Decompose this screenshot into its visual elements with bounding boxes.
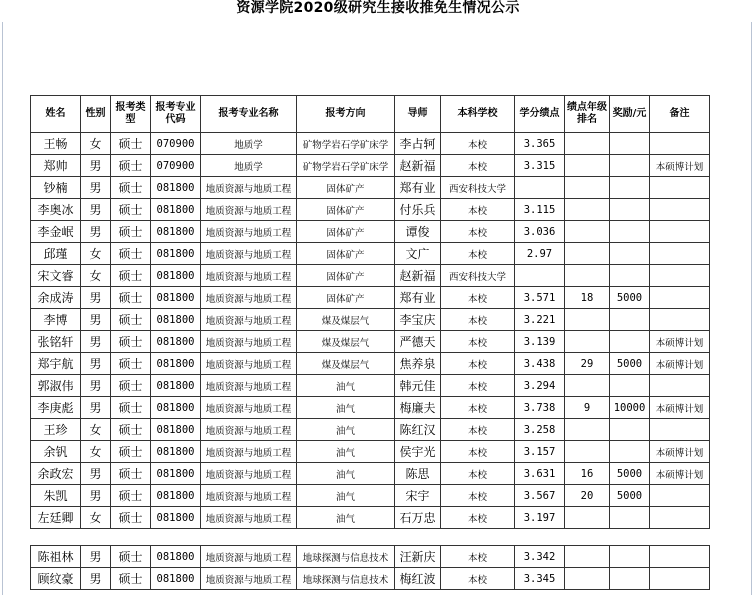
- page-title: 资源学院2020级研究生接收推免生情况公示: [236, 0, 520, 16]
- cell-remark: [650, 485, 710, 507]
- cell-gpa-rank: [565, 507, 610, 529]
- cell-apply-type: 硕士: [111, 287, 151, 309]
- cell-gpa: 3.197: [515, 507, 565, 529]
- cell-direction: 固体矿产: [297, 265, 395, 287]
- admission-table-continued: [30, 545, 710, 590]
- cell-gpa: 3.221: [515, 309, 565, 331]
- cell-name: 宋文睿: [31, 265, 81, 287]
- cell-name: 余成涛: [31, 287, 81, 309]
- cell-apply-type: 硕士: [111, 353, 151, 375]
- table-row: [31, 155, 710, 177]
- cell-apply-type: 硕士: [111, 441, 151, 463]
- table-row: [31, 463, 710, 485]
- cell-major-code: 081800: [151, 177, 201, 199]
- cell-gpa: 3.036: [515, 221, 565, 243]
- cell-apply-type: 硕士: [111, 375, 151, 397]
- frame-right-border: [751, 22, 752, 595]
- cell-major-name: 地质资源与地质工程: [201, 375, 297, 397]
- cell-direction: 固体矿产: [297, 221, 395, 243]
- cell-supervisor: 梅红波: [395, 568, 441, 590]
- cell-remark: [650, 309, 710, 331]
- cell-major-code: 081800: [151, 568, 201, 590]
- cell-undergrad-school: 本校: [441, 546, 515, 568]
- cell-direction: 油气: [297, 419, 395, 441]
- cell-supervisor: 赵新福: [395, 155, 441, 177]
- cell-name: 朱凯: [31, 485, 81, 507]
- cell-major-name: 地质资源与地质工程: [201, 353, 297, 375]
- cell-gpa-rank: 29: [565, 353, 610, 375]
- header-supervisor: 导师: [395, 96, 441, 133]
- cell-gpa: 3.294: [515, 375, 565, 397]
- cell-supervisor: 梅廉夫: [395, 397, 441, 419]
- cell-award: [610, 441, 650, 463]
- cell-gpa: [515, 177, 565, 199]
- cell-gpa: 3.157: [515, 441, 565, 463]
- cell-apply-type: 硕士: [111, 419, 151, 441]
- cell-remark: 本硕博计划: [650, 463, 710, 485]
- header-direction: 报考方向: [297, 96, 395, 133]
- cell-undergrad-school: 本校: [441, 353, 515, 375]
- table-row: [31, 375, 710, 397]
- cell-major-name: 地质资源与地质工程: [201, 243, 297, 265]
- table-row: [31, 199, 710, 221]
- cell-undergrad-school: 本校: [441, 441, 515, 463]
- cell-remark: [650, 507, 710, 529]
- cell-name: 王畅: [31, 133, 81, 155]
- table-row: [31, 568, 710, 590]
- cell-name: 郭淑伟: [31, 375, 81, 397]
- cell-apply-type: 硕士: [111, 133, 151, 155]
- cell-gpa: 3.365: [515, 133, 565, 155]
- cell-major-name: 地质资源与地质工程: [201, 309, 297, 331]
- cell-undergrad-school: 西安科技大学: [441, 265, 515, 287]
- cell-gender: 女: [81, 243, 111, 265]
- cell-supervisor: 李宝庆: [395, 309, 441, 331]
- cell-major-code: 070900: [151, 133, 201, 155]
- cell-major-name: 地质资源与地质工程: [201, 287, 297, 309]
- cell-gender: 男: [81, 331, 111, 353]
- cell-major-name: 地质资源与地质工程: [201, 331, 297, 353]
- cell-gpa: 3.258: [515, 419, 565, 441]
- cell-name: 郑宇航: [31, 353, 81, 375]
- cell-remark: [650, 243, 710, 265]
- cell-undergrad-school: 本校: [441, 568, 515, 590]
- table-row: [31, 353, 710, 375]
- cell-direction: 地球探测与信息技术: [297, 568, 395, 590]
- cell-remark: [650, 375, 710, 397]
- cell-apply-type: 硕士: [111, 265, 151, 287]
- table-header-row: [31, 96, 710, 133]
- cell-major-name: 地质资源与地质工程: [201, 419, 297, 441]
- header-apply-type: 报考类型: [111, 96, 151, 133]
- table-row: [31, 397, 710, 419]
- cell-apply-type: 硕士: [111, 243, 151, 265]
- cell-gpa: 3.571: [515, 287, 565, 309]
- cell-supervisor: 韩元佳: [395, 375, 441, 397]
- cell-major-name: 地质资源与地质工程: [201, 397, 297, 419]
- cell-major-code: 081800: [151, 375, 201, 397]
- cell-direction: 煤及煤层气: [297, 331, 395, 353]
- cell-gpa: [515, 265, 565, 287]
- cell-supervisor: 文广: [395, 243, 441, 265]
- cell-name: 王珍: [31, 419, 81, 441]
- cell-name: 李奥冰: [31, 199, 81, 221]
- cell-gender: 女: [81, 441, 111, 463]
- header-undergrad-school: 本科学校: [441, 96, 515, 133]
- cell-award: 10000: [610, 397, 650, 419]
- cell-supervisor: 严德天: [395, 331, 441, 353]
- header-gpa: 学分绩点: [515, 96, 565, 133]
- cell-gpa: 3.438: [515, 353, 565, 375]
- cell-gpa: 3.567: [515, 485, 565, 507]
- cell-direction: 固体矿产: [297, 177, 395, 199]
- cell-gpa-rank: [565, 441, 610, 463]
- cell-major-name: 地质资源与地质工程: [201, 265, 297, 287]
- cell-gpa: 3.342: [515, 546, 565, 568]
- cell-remark: [650, 133, 710, 155]
- cell-gpa-rank: 18: [565, 287, 610, 309]
- table-row: [31, 243, 710, 265]
- cell-gender: 男: [81, 397, 111, 419]
- cell-major-name: 地质资源与地质工程: [201, 485, 297, 507]
- cell-gender: 男: [81, 199, 111, 221]
- cell-remark: 本硕博计划: [650, 397, 710, 419]
- cell-gender: 男: [81, 485, 111, 507]
- cell-apply-type: 硕士: [111, 309, 151, 331]
- cell-gpa-rank: [565, 546, 610, 568]
- cell-major-code: 081800: [151, 507, 201, 529]
- cell-award: [610, 243, 650, 265]
- cell-direction: 固体矿产: [297, 199, 395, 221]
- cell-direction: 固体矿产: [297, 243, 395, 265]
- table-row: [31, 133, 710, 155]
- cell-undergrad-school: 本校: [441, 133, 515, 155]
- header-award: 奖励/元: [610, 96, 650, 133]
- cell-undergrad-school: 本校: [441, 463, 515, 485]
- cell-supervisor: 赵新福: [395, 265, 441, 287]
- cell-gpa: 2.97: [515, 243, 565, 265]
- cell-major-name: 地质资源与地质工程: [201, 177, 297, 199]
- cell-major-code: 081800: [151, 331, 201, 353]
- cell-remark: 本硕博计划: [650, 331, 710, 353]
- cell-direction: 矿物学岩石学矿床学: [297, 133, 395, 155]
- cell-apply-type: 硕士: [111, 568, 151, 590]
- cell-supervisor: 宋宇: [395, 485, 441, 507]
- cell-major-code: 081800: [151, 309, 201, 331]
- header-major-code: 报考专业代码: [151, 96, 201, 133]
- cell-major-name: 地质学: [201, 155, 297, 177]
- cell-gpa: 3.738: [515, 397, 565, 419]
- cell-major-code: 081800: [151, 546, 201, 568]
- cell-gpa-rank: 20: [565, 485, 610, 507]
- cell-major-code: 081800: [151, 243, 201, 265]
- header-name: 姓名: [31, 96, 81, 133]
- cell-apply-type: 硕士: [111, 155, 151, 177]
- cell-name: 余政宏: [31, 463, 81, 485]
- cell-major-code: 081800: [151, 463, 201, 485]
- cell-gpa-rank: [565, 199, 610, 221]
- cell-gpa: 3.139: [515, 331, 565, 353]
- cell-name: 李金岷: [31, 221, 81, 243]
- cell-supervisor: 郑有业: [395, 177, 441, 199]
- table-row: [31, 221, 710, 243]
- cell-gender: 男: [81, 568, 111, 590]
- cell-major-name: 地质资源与地质工程: [201, 199, 297, 221]
- cell-supervisor: 陈红汉: [395, 419, 441, 441]
- table-row: [31, 309, 710, 331]
- cell-direction: 油气: [297, 375, 395, 397]
- cell-apply-type: 硕士: [111, 177, 151, 199]
- cell-apply-type: 硕士: [111, 397, 151, 419]
- cell-gender: 男: [81, 309, 111, 331]
- cell-name: 郑帅: [31, 155, 81, 177]
- cell-gender: 男: [81, 221, 111, 243]
- cell-gpa-rank: 16: [565, 463, 610, 485]
- table-row: [31, 419, 710, 441]
- cell-undergrad-school: 本校: [441, 199, 515, 221]
- cell-gpa-rank: [565, 309, 610, 331]
- cell-gender: 男: [81, 463, 111, 485]
- cell-name: 顾纹豪: [31, 568, 81, 590]
- table-row: [31, 485, 710, 507]
- table-row: [31, 441, 710, 463]
- cell-name: 陈祖林: [31, 546, 81, 568]
- cell-major-code: 081800: [151, 353, 201, 375]
- header-gender: 性别: [81, 96, 111, 133]
- cell-major-code: 070900: [151, 155, 201, 177]
- cell-major-name: 地质资源与地质工程: [201, 221, 297, 243]
- header-major-name: 报考专业名称: [201, 96, 297, 133]
- cell-award: [610, 221, 650, 243]
- cell-gpa-rank: [565, 155, 610, 177]
- cell-apply-type: 硕士: [111, 546, 151, 568]
- cell-gpa-rank: [565, 419, 610, 441]
- cell-undergrad-school: 本校: [441, 485, 515, 507]
- cell-supervisor: 汪新庆: [395, 546, 441, 568]
- cell-name: 钞楠: [31, 177, 81, 199]
- cell-award: 5000: [610, 463, 650, 485]
- cell-gender: 男: [81, 353, 111, 375]
- cell-major-name: 地质资源与地质工程: [201, 507, 297, 529]
- cell-major-code: 081800: [151, 199, 201, 221]
- cell-major-code: 081800: [151, 397, 201, 419]
- cell-remark: 本硕博计划: [650, 441, 710, 463]
- cell-major-name: 地质资源与地质工程: [201, 441, 297, 463]
- cell-undergrad-school: 本校: [441, 375, 515, 397]
- cell-supervisor: 石万忠: [395, 507, 441, 529]
- cell-supervisor: 焦养泉: [395, 353, 441, 375]
- table-row: [31, 287, 710, 309]
- cell-remark: [650, 177, 710, 199]
- cell-major-name: 地质资源与地质工程: [201, 546, 297, 568]
- cell-award: [610, 177, 650, 199]
- cell-name: 邱瑾: [31, 243, 81, 265]
- cell-gender: 女: [81, 265, 111, 287]
- cell-gpa-rank: [565, 265, 610, 287]
- cell-undergrad-school: 本校: [441, 419, 515, 441]
- cell-gpa: 3.315: [515, 155, 565, 177]
- cell-undergrad-school: 本校: [441, 507, 515, 529]
- cell-direction: 煤及煤层气: [297, 353, 395, 375]
- cell-name: 李博: [31, 309, 81, 331]
- cell-apply-type: 硕士: [111, 199, 151, 221]
- cell-award: [610, 331, 650, 353]
- cell-gpa-rank: [565, 331, 610, 353]
- cell-major-code: 081800: [151, 485, 201, 507]
- cell-direction: 地球探测与信息技术: [297, 546, 395, 568]
- cell-award: [610, 309, 650, 331]
- cell-remark: [650, 221, 710, 243]
- cell-major-code: 081800: [151, 221, 201, 243]
- cell-gender: 女: [81, 133, 111, 155]
- cell-supervisor: 李占轲: [395, 133, 441, 155]
- cell-undergrad-school: 本校: [441, 155, 515, 177]
- cell-supervisor: 侯宇光: [395, 441, 441, 463]
- cell-direction: 油气: [297, 397, 395, 419]
- cell-major-code: 081800: [151, 419, 201, 441]
- cell-gpa: 3.115: [515, 199, 565, 221]
- cell-gender: 男: [81, 155, 111, 177]
- cell-gpa-rank: 9: [565, 397, 610, 419]
- cell-remark: [650, 287, 710, 309]
- cell-major-name: 地质学: [201, 133, 297, 155]
- cell-gpa: 3.345: [515, 568, 565, 590]
- cell-award: 5000: [610, 353, 650, 375]
- cell-remark: [650, 419, 710, 441]
- cell-remark: 本硕博计划: [650, 155, 710, 177]
- cell-name: 李庚彪: [31, 397, 81, 419]
- cell-direction: 油气: [297, 463, 395, 485]
- cell-gpa-rank: [565, 243, 610, 265]
- cell-undergrad-school: 本校: [441, 331, 515, 353]
- cell-apply-type: 硕士: [111, 463, 151, 485]
- cell-direction: 固体矿产: [297, 287, 395, 309]
- cell-supervisor: 陈思: [395, 463, 441, 485]
- cell-gender: 男: [81, 546, 111, 568]
- cell-undergrad-school: 本校: [441, 397, 515, 419]
- cell-major-name: 地质资源与地质工程: [201, 463, 297, 485]
- cell-undergrad-school: 本校: [441, 287, 515, 309]
- cell-gpa-rank: [565, 221, 610, 243]
- cell-award: [610, 375, 650, 397]
- table-row: [31, 546, 710, 568]
- cell-gpa-rank: [565, 177, 610, 199]
- cell-award: 5000: [610, 287, 650, 309]
- cell-major-code: 081800: [151, 287, 201, 309]
- cell-direction: 矿物学岩石学矿床学: [297, 155, 395, 177]
- cell-gpa-rank: [565, 133, 610, 155]
- cell-direction: 油气: [297, 441, 395, 463]
- cell-supervisor: 付乐兵: [395, 199, 441, 221]
- cell-gpa-rank: [565, 568, 610, 590]
- cell-award: [610, 155, 650, 177]
- cell-supervisor: 郑有业: [395, 287, 441, 309]
- cell-remark: [650, 265, 710, 287]
- cell-apply-type: 硕士: [111, 485, 151, 507]
- cell-direction: 煤及煤层气: [297, 309, 395, 331]
- admission-table: [30, 95, 710, 529]
- cell-gpa-rank: [565, 375, 610, 397]
- cell-award: [610, 265, 650, 287]
- frame-left-border: [2, 22, 3, 595]
- cell-supervisor: 谭俊: [395, 221, 441, 243]
- cell-gender: 男: [81, 375, 111, 397]
- cell-major-name: 地质资源与地质工程: [201, 568, 297, 590]
- cell-award: [610, 568, 650, 590]
- cell-undergrad-school: 本校: [441, 221, 515, 243]
- header-remark: 备注: [650, 96, 710, 133]
- cell-apply-type: 硕士: [111, 507, 151, 529]
- cell-apply-type: 硕士: [111, 331, 151, 353]
- header-gpa-rank: 绩点年级排名: [565, 96, 610, 133]
- cell-name: 左廷卿: [31, 507, 81, 529]
- table-row: [31, 507, 710, 529]
- cell-award: [610, 419, 650, 441]
- cell-undergrad-school: 本校: [441, 243, 515, 265]
- cell-apply-type: 硕士: [111, 221, 151, 243]
- cell-name: 余钒: [31, 441, 81, 463]
- cell-award: 5000: [610, 485, 650, 507]
- table-row: [31, 177, 710, 199]
- cell-gpa: 3.631: [515, 463, 565, 485]
- cell-direction: 油气: [297, 507, 395, 529]
- cell-major-code: 081800: [151, 441, 201, 463]
- cell-award: [610, 133, 650, 155]
- cell-remark: [650, 568, 710, 590]
- cell-gender: 女: [81, 507, 111, 529]
- cell-gender: 女: [81, 419, 111, 441]
- cell-name: 张铭轩: [31, 331, 81, 353]
- cell-gender: 男: [81, 177, 111, 199]
- cell-remark: [650, 199, 710, 221]
- cell-award: [610, 199, 650, 221]
- cell-remark: [650, 546, 710, 568]
- cell-gender: 男: [81, 287, 111, 309]
- cell-remark: 本硕博计划: [650, 353, 710, 375]
- cell-award: [610, 546, 650, 568]
- cell-undergrad-school: 西安科技大学: [441, 177, 515, 199]
- table-row: [31, 265, 710, 287]
- cell-direction: 油气: [297, 485, 395, 507]
- cell-undergrad-school: 本校: [441, 309, 515, 331]
- cell-award: [610, 507, 650, 529]
- table-row: [31, 331, 710, 353]
- cell-major-code: 081800: [151, 265, 201, 287]
